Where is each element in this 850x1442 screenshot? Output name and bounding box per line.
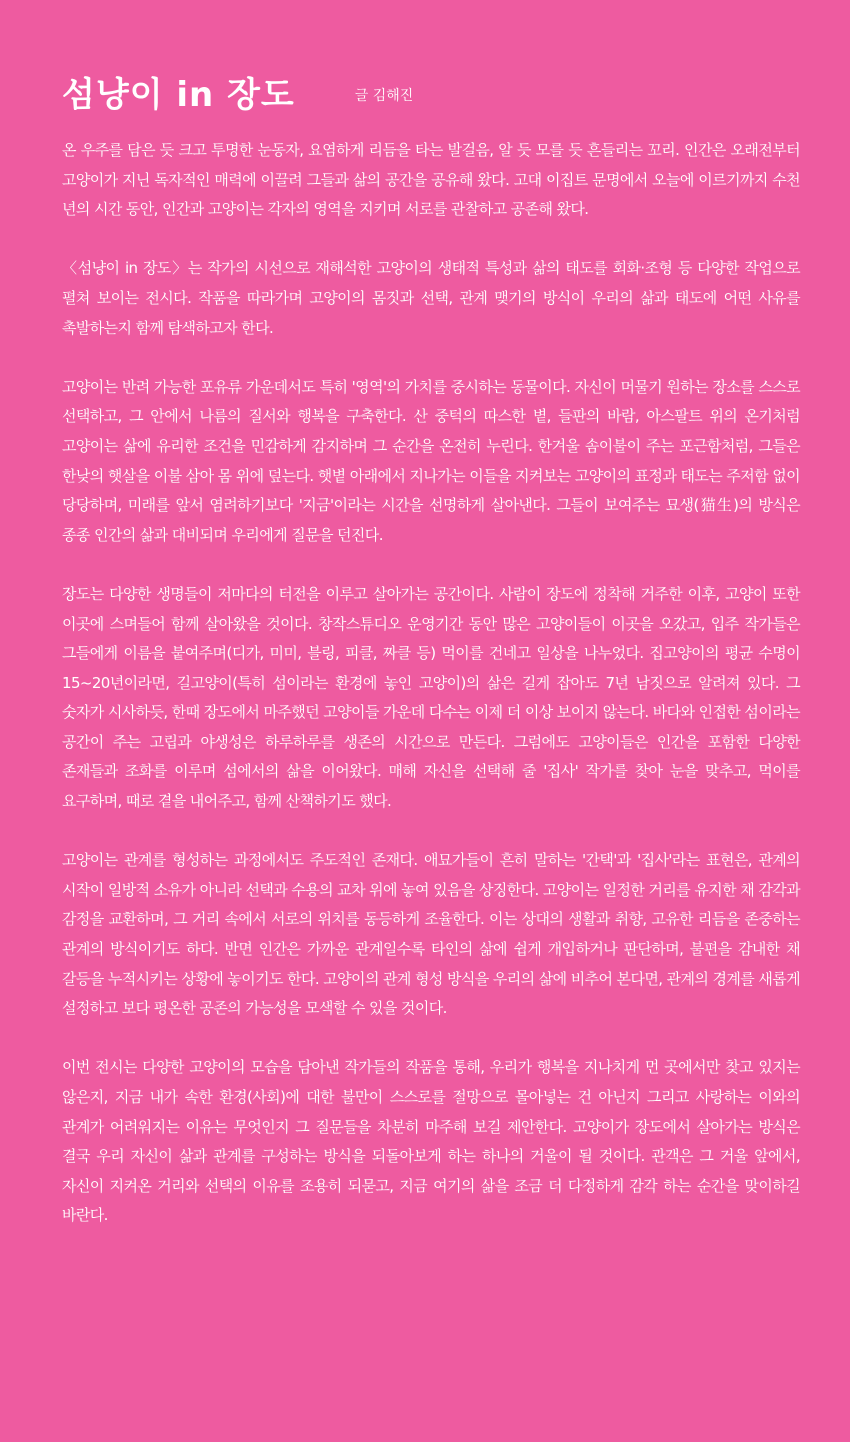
- article-body: [62, 136, 800, 1231]
- paragraph-6: 이번 전시는 다양한 고양이의 모습을 담아낸 작가들의 작품을 통해, 우리가 행복을 지나치게 먼 곳에서만 찾고 있지는 않은지, 지금 내가 속한 환경(사회)에 대한 불만이 스스로를 절망으로 몰아넣는 건 아닌지 그리고 사랑하는 이와의 관계가 어려워지는 이유는 무엇인지 그 질문들을 차분히 마주해 보길 제안한다. 고양이가 장도에서 살아가는 방식은 결국 우리 자신이 삶과 관계를 구성하는 방식을 되돌아보게 하는 하나의 거울이 될 것이다. 관객은 그 거울 앞에서, 자신이 지켜온 거리와 선택의 이유를 조용히 되묻고, 지금 여기의 삶을 조금 더 다정하게 감각 하는 순간을 맞이하길 바란다.: [62, 1058, 800, 1225]
- author-byline: 글 김해진: [354, 88, 414, 104]
- paragraph-5: 고양이는 관계를 형성하는 과정에서도 주도적인 존재다. 애묘가들이 흔히 말하는 '간택'과 '집사'라는 표현은, 관계의 시작이 일방적 소유가 아니라 선택과 수용의 교차 위에 놓여 있음을 상징한다. 고양이는 일정한 거리를 유지한 채 감각과 감정을 교환하며, 그 거리 속에서 서로의 위치를 동등하게 조율한다. 이는 상대의 생활과 취향, 고유한 리듬을 존중하는 관계의 방식이기도 하다. 반면 인간은 가까운 관계일수록 타인의 삶에 쉽게 개입하거나 판단하며, 불편을 감내한 채 갈등을 누적시키는 상황에 놓이기도 한다. 고양이의 관계 형성 방식을 우리의 삶에 비추어 본다면, 관계의 경계를 새롭게 설정하고 보다 평온한 공존의 가능성을 모색할 수 있을 것이다.: [62, 851, 800, 1018]
- paragraph-4: 장도는 다양한 생명들이 저마다의 터전을 이루고 살아가는 공간이다. 사람이 장도에 정착해 거주한 이후, 고양이 또한 이곳에 스며들어 함께 살아왔을 것이다. 창작스튜디오 운영기간 동안 많은 고양이들이 이곳을 오갔고, 입주 작가들은 그들에게 이름을 붙여주며(디가, 미미, 블링, 피클, 짜클 등) 먹이를 건네고 일상을 나누었다. 집고양이의 평균 수명이 15~20년이라면, 길고양이(특히 섬이라는 환경에 놓인 고양이)의 삶은 길게 잡아도 7년 남짓으로 알려져 있다. 그 숫자가 시사하듯, 한때 장도에서 마주했던 고양이들 가운데 다수는 이제 더 이상 보이지 않는다. 바다와 인접한 섬이라는 공간이 주는 고립과 야생성은 하루하루를 생존의 시간으로 만든다. 그럼에도 고양이들은 인간을 포함한 다양한 존재들과 조화를 이루며 섬에서의 삶을 이어왔다. 매해 자신을 선택해 줄 '집사' 작가를 찾아 눈을 맞추고, 먹이를 요구하며, 때로 곁을 내어주고, 함께 산책하기도 했다.: [62, 584, 800, 811]
- paragraph-2: 〈섬냥이 in 장도〉는 작가의 시선으로 재해석한 고양이의 생태적 특성과 삶의 태도를 회화·조형 등 다양한 작업으로 펼쳐 보이는 전시다. 작품을 따라가며 고양이의 몸짓과 선택, 관계 맺기의 방식이 우리의 삶과 태도에 어떤 사유를 촉발하는지 함께 탐색하고자 한다.: [62, 259, 800, 337]
- page-title: 섬냥이 in 장도: [62, 75, 295, 115]
- paragraph-1: 온 우주를 담은 듯 크고 투명한 눈동자, 요염하게 리듬을 타는 발걸음, 알 듯 모를 듯 흔들리는 꼬리. 인간은 오래전부터 고양이가 지닌 독자적인 매력에 이끌려 그들과 삶의 공간을 공유해 왔다. 고대 이집트 문명에서 오늘에 이르기까지 수천 년의 시간 동안, 인간과 고양이는 각자의 영역을 지키며 서로를 관찰하고 공존해 왔다.: [62, 141, 800, 219]
- header: [62, 66, 800, 116]
- paragraph-3: 고양이는 반려 가능한 포유류 가운데서도 특히 '영역'의 가치를 중시하는 동물이다. 자신이 머물기 원하는 장소를 스스로 선택하고, 그 안에서 나름의 질서와 행복을 구축한다. 산 중턱의 따스한 볕, 들판의 바람, 아스팔트 위의 온기처럼 고양이는 삶에 유리한 조건을 민감하게 감지하며 그 순간을 온전히 누린다. 한겨울 솜이불이 주는 포근함처럼, 그들은 한낮의 햇살을 이불 삼아 몸 위에 덮는다. 햇볕 아래에서 지나가는 이들을 지켜보는 고양이의 표정과 태도는 주저함 없이 당당하며, 미래를 앞서 염려하기보다 '지금'이라는 시간을 선명하게 살아낸다. 그들이 보여주는 묘생(猫生)의 방식은 종종 인간의 삶과 대비되며 우리에게 질문을 던진다.: [62, 377, 800, 544]
